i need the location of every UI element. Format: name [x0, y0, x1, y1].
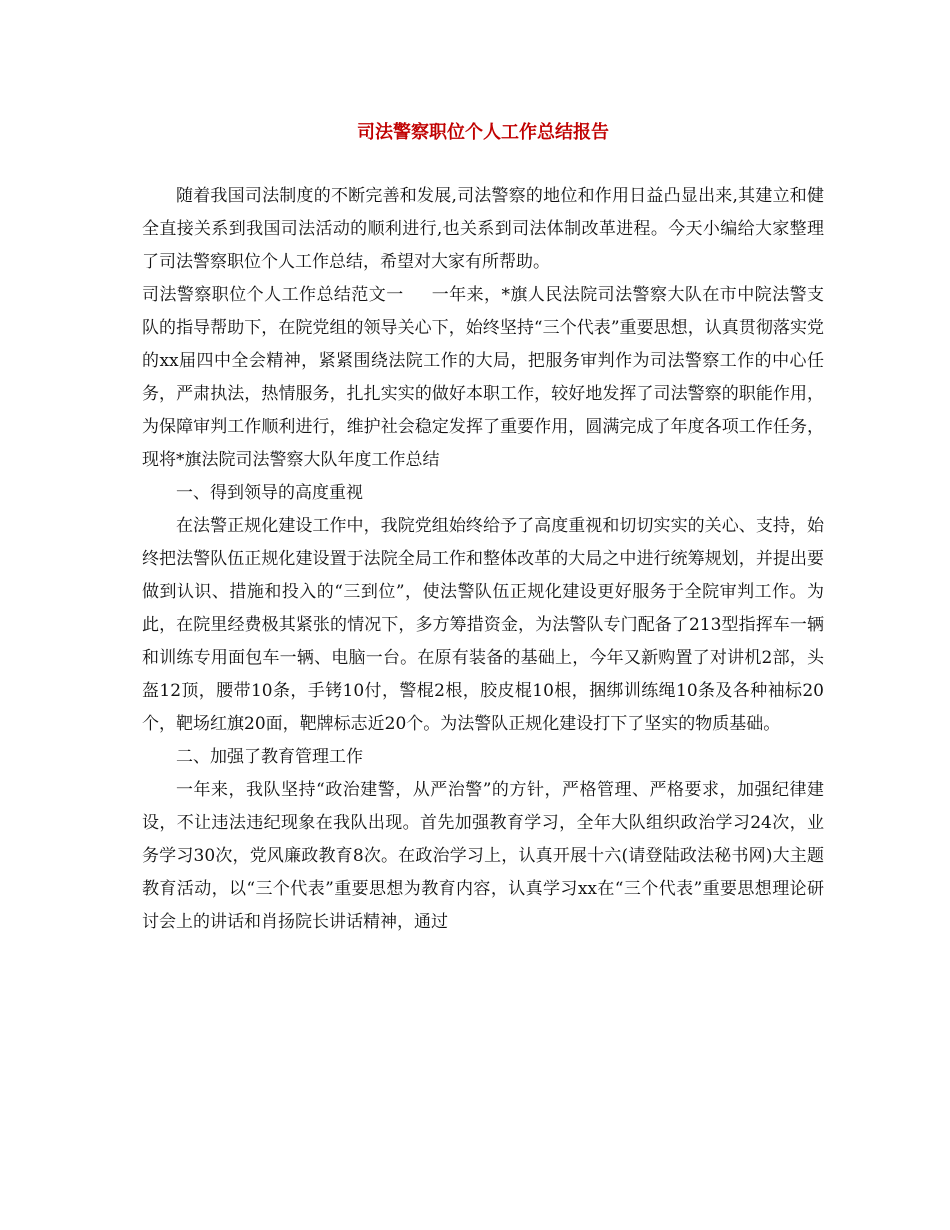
sample-body: 一年来，*旗人民法院司法警察大队在市中院法警支队的指导帮助下，在院党组的领导关心下，始终坚持“三个代表”重要思想，认真贯彻落实党的xx届四中全会精神，紧紧围绕法院工作的大局，把服务审判作为司法警察工作的中心任务，严肃执法，热情服务，扎扎实实的做好本职工作，较好地发挥了司法警察的职能作用，为保障审判工作顺利进行，维护社会稳定发挥了重要作用，圆满完成了年度各项工作任务，现将*旗法院司法警察大队年度工作总结 — [142, 285, 825, 470]
intro-paragraph: 随着我国司法制度的不断完善和发展,司法警察的地位和作用日益凸显出来,其建立和健全直接关系到我国司法活动的顺利进行,也关系到司法体制改革进程。今天小编给大家整理了司法警察职位个人工作总结，希望对大家有所帮助。 — [142, 186, 824, 272]
sample-label: 司法警察职位个人工作总结范文一 — [142, 285, 404, 305]
section-2-paragraph: 一年来，我队坚持“政治建警，从严治警”的方针，严格管理、严格要求，加强纪律建设，不让违法违纪现象在我队出现。首先加强教育学习，全年大队组织政治学习24次，业务学习30次，党风廉政教育8次。在政治学习上，认真开展十六(请登陆政法秘书网)大主题教育活动，以“三个代表”重要思想为教育内容，认真学习xx在“三个代表”重要思想理论研讨会上的讲话和肖扬院长讲话精神，通过 — [142, 780, 824, 932]
document-title: 司法警察职位个人工作总结报告 — [357, 122, 609, 143]
section-1-heading: 一、得到领导的高度重视 — [176, 483, 363, 503]
document-page — [142, 118, 824, 939]
sample-paragraph — [142, 279, 824, 477]
section-1-paragraph: 在法警正规化建设工作中，我院党组始终给予了高度重视和切切实实的关心、支持，始终把法警队伍正规化建设置于法院全局工作和整体改革的大局之中进行统筹规划，并提出要做到认识、措施和投入的“三到位”，使法警队伍正规化建设更好服务于全院审判工作。为此，在院里经费极其紧张的情况下，多方筹措资金，为法警队专门配备了213型指挥车一辆和训练专用面包车一辆、电脑一台。在原有装备的基础上，今年又新购置了对讲机2部，头盔12顶，腰带10条，手铐10付，警棍2根，胶皮棍10根，捆绑训练绳10条及各种袖标20个，靶场红旗20面，靶牌标志近20个。为法警队正规化建设打下了坚实的物质基础。 — [142, 516, 824, 734]
section-2-heading: 二、加强了教育管理工作 — [176, 747, 363, 767]
